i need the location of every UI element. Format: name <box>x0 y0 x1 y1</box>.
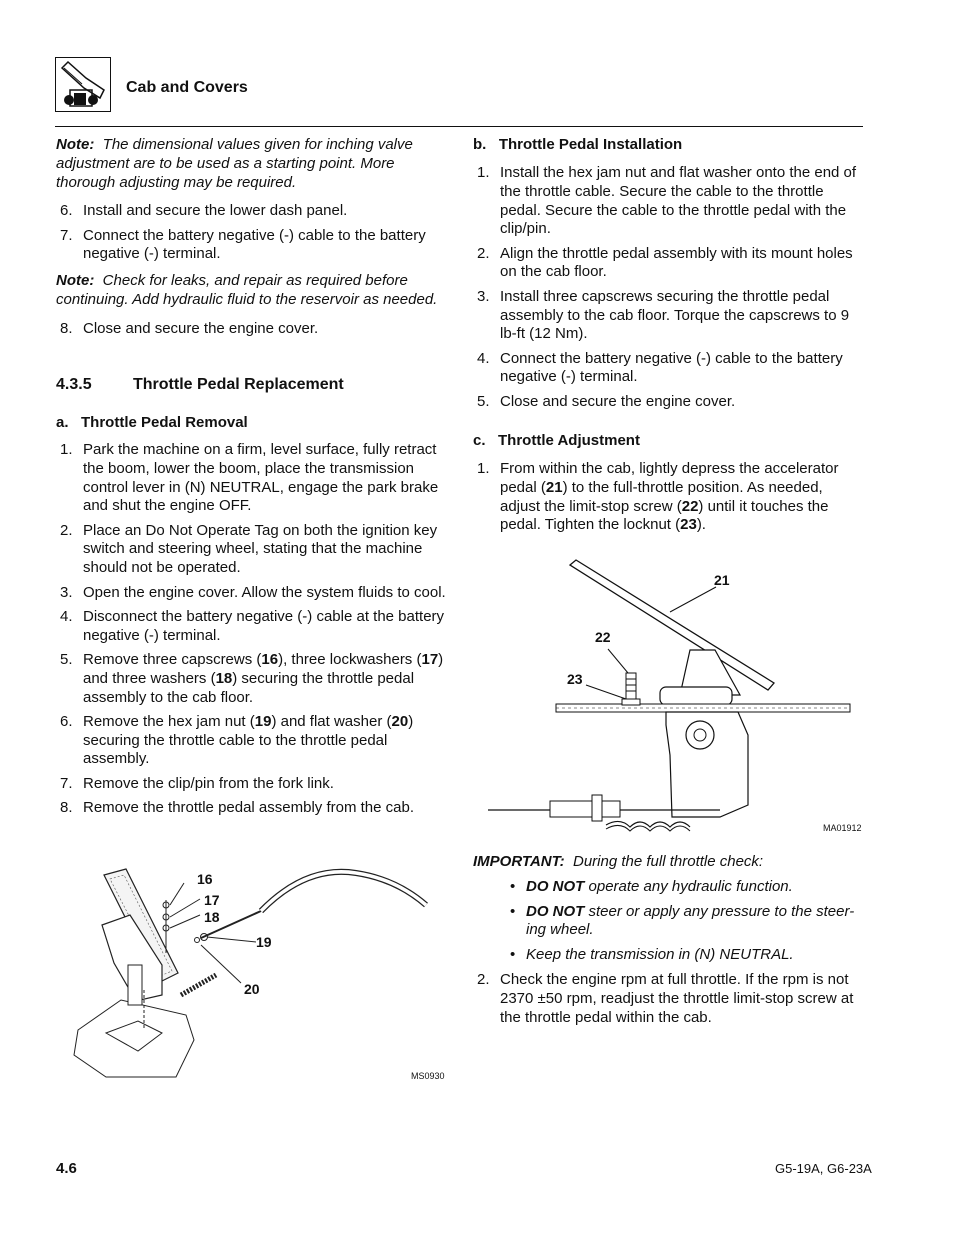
list-item: 2. Align the throttle pedal assembly with its mount holes on the cab floor. <box>477 244 853 281</box>
figure-label-17: 17 <box>204 892 220 908</box>
removal-steps-column <box>56 441 446 823</box>
list-item: 5. Remove three capscrews (16), three lockwashers (17) and three washers (18) securing the throttle pedal assembly to the cab floor. <box>60 650 444 706</box>
note-leaks: Note: Check for leaks, and repair as required before continuing. Add hydraulic fluid to the reservoir as needed. <box>56 272 438 309</box>
figure-label-19: 19 <box>256 934 272 950</box>
section-logo-icon <box>55 57 111 112</box>
list-item: 3. Open the engine cover. Allow the system fluids to cool. <box>60 583 446 601</box>
section-heading-title: Throttle Pedal Replacement <box>133 376 344 393</box>
list-item: 4. Disconnect the battery negative (-) cable at the battery negative (-) terminal. <box>60 607 445 644</box>
list-item: • DO NOT operate any hydraulic function. <box>510 877 793 895</box>
adjustment-step1-column <box>473 460 865 541</box>
list-item: 6. Remove the hex jam nut (19) and flat washer (20) securing the throttle cable to the throttle pedal assembly. <box>60 712 414 768</box>
important-bullets <box>473 878 865 965</box>
figure-label-16: 16 <box>197 871 213 887</box>
pedal-assembly-illustration <box>66 855 456 1085</box>
subheading-throttle-adjustment: c. Throttle Adjustment <box>473 432 640 449</box>
steps-list-step8 <box>56 320 446 339</box>
list-item: • DO NOT steer or apply any pressure to the steer-ing wheel. <box>510 902 855 939</box>
list-item: 8. Remove the throttle pedal assembly from the cab. <box>60 799 414 817</box>
figure-label-22: 22 <box>595 629 611 645</box>
list-item: 3. Install three capscrews securing the throttle pedal assembly to the cab floor. Torque the capscrews to 9 lb-ft (12 Nm). <box>477 287 850 343</box>
figure-label-21: 21 <box>714 572 730 588</box>
left-column-text <box>56 136 446 344</box>
steps-list-a <box>56 202 446 264</box>
header-section-title: Cab and Covers <box>126 79 248 96</box>
figure-label-20: 20 <box>244 981 260 997</box>
install-steps-list <box>473 164 865 412</box>
figure-code: MA01912 <box>823 823 862 833</box>
install-steps-column <box>473 164 865 417</box>
important-note: IMPORTANT: During the full throttle check: <box>473 853 764 870</box>
list-item: 8. Close and secure the engine cover. <box>60 319 319 337</box>
list-item: 6. Install and secure the lower dash panel. <box>60 202 348 220</box>
adjustment-step2-list <box>473 971 865 1027</box>
note-inching-valve: Note: The dimensional values given for inching valve adjustment are to be used as a starting point. More thorough adjusting may be required. <box>56 136 413 191</box>
list-item: • Keep the transmission in (N) NEUTRAL. <box>510 946 794 964</box>
list-item: 2. Place an Do Not Operate Tag on both the ignition key switch and steering wheel, stating that the machine should not be operated. <box>60 521 438 577</box>
subheading-pedal-removal: a. Throttle Pedal Removal <box>56 414 248 431</box>
list-item: 2. Check the engine rpm at full throttle. If the rpm is not 2370 ±50 rpm, readjust the throttle limit-stop screw at the throttle pedal within the cab. <box>477 970 854 1026</box>
important-block <box>473 853 865 1033</box>
section-heading-number: 4.3.5 <box>56 376 92 393</box>
figure-code: MS0930 <box>411 1071 445 1081</box>
model-numbers: G5-19A, G6-23A <box>775 1161 872 1176</box>
list-item: 7. Connect the battery negative (-) cable to the battery negative (-) terminal. <box>60 226 426 263</box>
figure-throttle-adjustment <box>480 555 865 840</box>
throttle-pedal-cross-section-illustration <box>480 555 865 840</box>
figure-label-23: 23 <box>567 671 583 687</box>
list-item: 1. Install the hex jam nut and flat washer onto the end of the throttle cable. Secure the cable to the throttle pedal. Secure the cable to the throttle pedal with the clip/pin. <box>477 164 857 238</box>
figure-label-18: 18 <box>204 909 220 925</box>
figure-pedal-removal <box>66 855 456 1085</box>
list-item: 1. Park the machine on a firm, level surface, fully retract the boom, lower the boom, place the transmission control lever in (N) NEUTRAL, engage the park brake and shut the engine OFF. <box>60 441 439 515</box>
page-number: 4.6 <box>56 1160 77 1177</box>
list-item: 4. Connect the battery negative (-) cable to the battery negative (-) terminal. <box>477 349 843 386</box>
header-divider <box>55 126 863 127</box>
list-item: 5. Close and secure the engine cover. <box>477 392 736 410</box>
subheading-pedal-installation: b. Throttle Pedal Installation <box>473 136 683 153</box>
removal-steps-list <box>56 441 446 818</box>
list-item: 7. Remove the clip/pin from the fork link. <box>60 774 334 792</box>
list-item: 1. From within the cab, lightly depress the accelerator pedal (21) to the full-throttle position. As needed, adjust the limit-stop screw (22) until it touches the pedal. Tighten the locknut (23). <box>477 460 839 534</box>
adjustment-steps-list <box>473 460 865 535</box>
